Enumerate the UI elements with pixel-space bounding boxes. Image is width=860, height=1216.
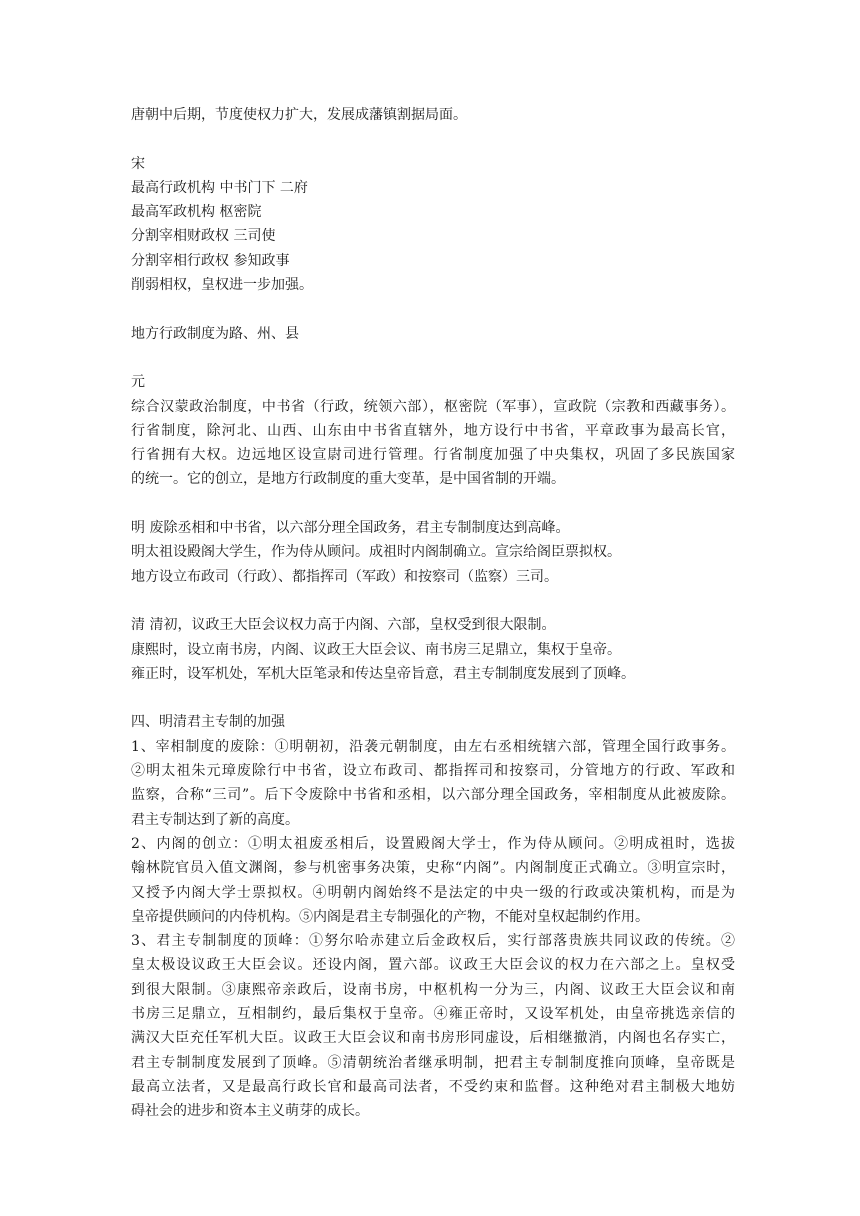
text-line: 2、内阁的创立：①明太祖废丞相后，设置殿阁大学士，作为侍从顾问。②明成祖时，选拔 [131, 835, 735, 852]
text-line: 行省拥有大权。边远地区设宣尉司进行管理。行省制度加强了中央集权，巩固了多民族国家 [131, 447, 735, 464]
song-section [131, 152, 735, 298]
text-line: 削弱相权，皇权进一步加强。 [131, 277, 313, 294]
paragraph-gap [131, 589, 735, 613]
ming-qing-autocracy-section [131, 710, 735, 1123]
text-line: 明 废除丞相和中书省，以六部分理全国政务，君主专制制度达到高峰。 [131, 520, 570, 537]
text-line: 唐朝中后期，节度使权力扩大，发展成藩镇割据局面。 [131, 107, 467, 123]
tang-section [131, 103, 735, 127]
document-body [131, 103, 735, 1123]
text-line: 雍正时，设军机处，军机大臣笔录和传达皇帝旨意，君主专制制度发展到了顶峰。 [131, 665, 635, 682]
text-line: 君主专制达到了新的高度。 [131, 811, 299, 828]
text-line: 最高行政机构 中书门下 二府 [131, 179, 308, 196]
text-line: 皇太极设议政王大臣会议。还设内阁，置六部。议政王大臣会议的权力在六部之上。皇权受 [131, 957, 735, 974]
local-admin-section [131, 322, 735, 346]
paragraph-gap [131, 297, 735, 321]
text-line: 清 清初，议政王大臣会议权力高于内阁、六部，皇权受到很大限制。 [131, 617, 556, 634]
text-line: 最高军政机构 枢密院 [131, 204, 262, 221]
yuan-section [131, 370, 735, 491]
text-line: 君主专制制度发展到了顶峰。⑤清朝统治者继承明制，把君主专制制度推向顶峰，皇帝既是 [131, 1054, 735, 1071]
text-line: 满汉大臣充任军机大臣。议政王大臣会议和南书房形同虚设，后相继撤消，内阁也名存实亡， [131, 1030, 735, 1047]
text-line: 明太祖设殿阁大学生，作为侍从顾问。成祖时内阁制确立。宣宗给阁臣票拟权。 [131, 544, 621, 561]
text-line: 皇帝提供顾问的内侍机构。⑤内阁是君主专制强化的产物，不能对皇权起制约作用。 [131, 908, 649, 925]
text-line: 行省制度，除河北、山西、山东由中书省直辖外，地方设行中书省，平章政事为最高长官， [131, 422, 735, 439]
text-line: 碍社会的进步和资本主义萌芽的成长。 [131, 1103, 369, 1120]
text-line: 最高立法者，又是最高行政长官和最高司法者，不受约束和监督。这种绝对君主制极大地妨 [131, 1078, 735, 1095]
text-line: 综合汉蒙政治制度，中书省（行政，统领六部），枢密院（军事），宣政院（宗教和西藏事务）。 [131, 398, 735, 415]
text-line: 的统一。它的创立，是地方行政制度的重大变革，是中国省制的开端。 [131, 471, 565, 488]
text-line: 地方设立布政司（行政）、都指挥司（军政）和按察司（监察）三司。 [131, 568, 558, 585]
text-line: 又授予内阁大学士票拟权。④明朝内阁始终不是法定的中央一级的行政或决策机构，而是为 [131, 884, 735, 901]
text-line: 分割宰相行政权 参知政事 [131, 252, 290, 269]
paragraph-gap [131, 686, 735, 710]
text-line: 1、宰相制度的废除：①明朝初，沿袭元朝制度，由左右丞相统辖六部，管理全国行政事务。 [131, 738, 735, 755]
section-heading-song: 宋 [131, 155, 145, 172]
text-line: 分割宰相财政权 三司使 [131, 228, 276, 245]
text-line: 到很大限制。③康熙帝亲政后，设南书房，中枢机构一分为三，内阁、议政王大臣会议和南 [131, 981, 735, 998]
text-line: ②明太祖朱元璋废除行中书省，设立布政司、都指挥司和按察司，分管地方的行政、军政和 [131, 763, 735, 780]
paragraph-gap [131, 127, 735, 151]
text-line: 监察，合称“三司”。后下令废除中书省和丞相，以六部分理全国政务，宰相制度从此被废除。 [131, 787, 735, 804]
text-line: 3、君主专制制度的顶峰：①努尔哈赤建立后金政权后，实行部落贵族共同议政的传统。② [131, 933, 735, 950]
text-line: 康熙时，设立南书房，内阁、议政王大臣会议、南书房三足鼎立，集权于皇帝。 [131, 641, 621, 658]
paragraph-gap [131, 346, 735, 370]
text-line: 翰林院官员入值文渊阁，参与机密事务决策，史称“内阁”。内阁制度正式确立。③明宣宗时， [131, 860, 735, 877]
section-heading-yuan: 元 [131, 374, 145, 391]
ming-section [131, 516, 735, 589]
text-line: 地方行政制度为路、州、县 [131, 325, 299, 342]
text-line: 书房三足鼎立，互相制约，最后集权于皇帝。④雍正帝时，又设军机处，由皇帝挑选亲信的 [131, 1005, 735, 1022]
paragraph-gap [131, 492, 735, 516]
section-heading: 四、明清君主专制的加强 [131, 714, 285, 731]
qing-section [131, 613, 735, 686]
